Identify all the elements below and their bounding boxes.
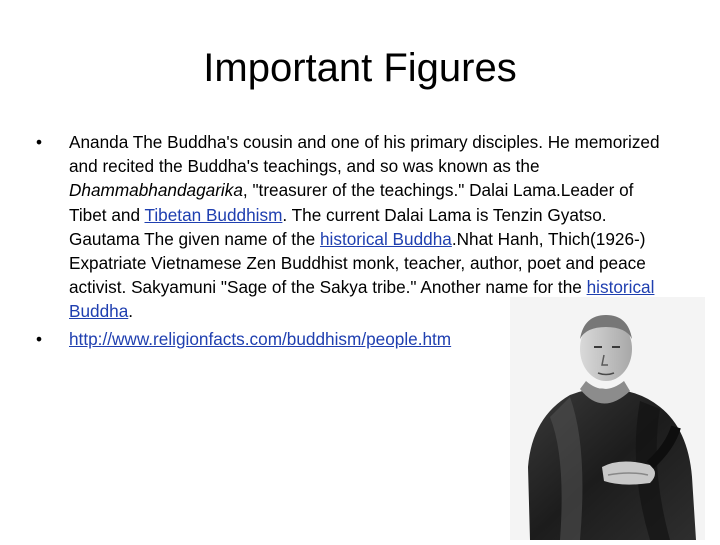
link-historical-buddha[interactable]: historical Buddha [319, 228, 452, 249]
bullet-dot-icon: • [36, 328, 43, 349]
bullet-text: . The current Dalai Lama is Tenzin Gyatso. Gautama The given name of the [69, 204, 607, 249]
bullet-text: Ananda The Buddha's cousin and one of his primary disciples. He memorized and recited the Buddha's teachings, and so was known as the [69, 132, 660, 177]
link-historical-buddha-2[interactable]: historical Buddha [69, 277, 655, 322]
link-tibetan-buddhism[interactable]: Tibetan Buddhism [144, 204, 283, 225]
slide-title: Important Figures [203, 46, 517, 90]
bullet-text: . [128, 301, 134, 322]
monk-photo [510, 297, 705, 540]
bullet-italic-term: Dhammabhandagarika [69, 180, 243, 201]
monk-photo-illustration [510, 297, 705, 540]
link-religionfacts-source[interactable]: http://www.religionfacts.com/buddhism/people.htm [69, 328, 452, 349]
bullet-dot-icon: • [36, 132, 43, 152]
bullet-text: .Nhat Hanh, Thich(1926-) Expatriate Vietnamese Zen Buddhist monk, teacher, author, poet and peace activist. Sakyamuni "Sage of the Sakya tribe." Another name for the [69, 228, 646, 298]
bullet-item-figures [36, 130, 668, 324]
bullet-text: , "treasurer of the teachings." Dalai Lama.Leader of Tibet and [69, 180, 634, 225]
